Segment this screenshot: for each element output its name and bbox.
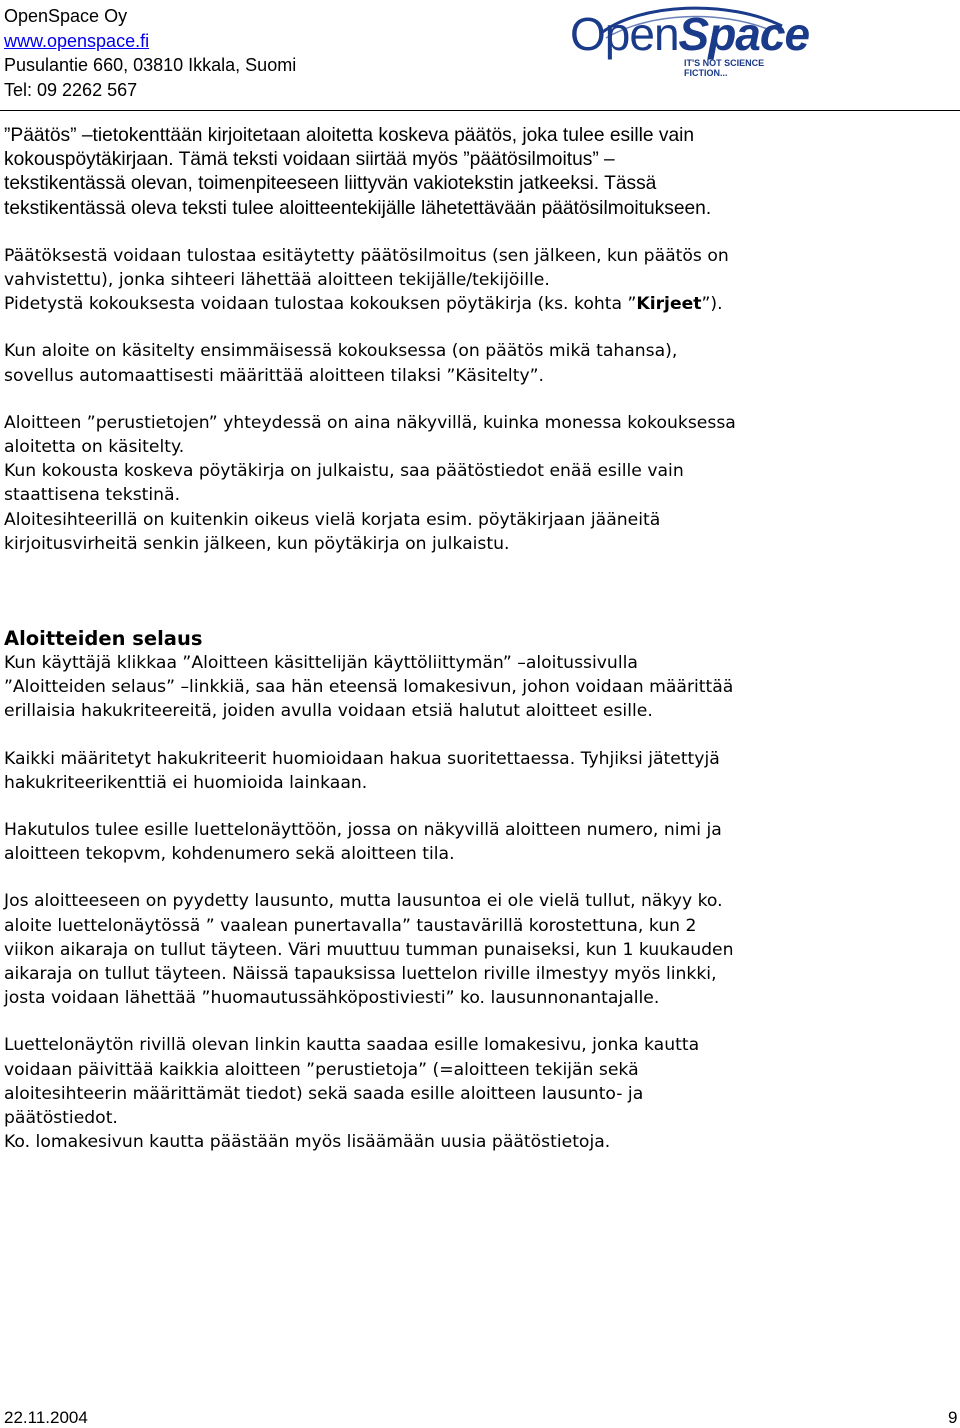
logo-tagline: IT'S NOT SCIENCE FICTION... — [684, 58, 765, 78]
page-number: 9 — [948, 1408, 958, 1427]
text-line: aloitetta on käsitelty. — [4, 437, 185, 458]
text-line: vahvistettu), jonka sihteeri lähettää aloitteen tekijälle/tekijöille. — [4, 270, 550, 291]
text-line: Aloitteen ”perustietojen” yhteydessä on aina näkyvillä, kuinka monessa kokouksessa — [4, 412, 736, 433]
text-line: Hakutulos tulee esille luettelonäyttöön, jossa on näkyvillä aloitteen numero, nimi ja — [4, 820, 722, 841]
text-line: viikon aikaraja on tullut täyteen. Väri muuttuu tumman punaiseksi, kun 1 kuukauden — [4, 939, 734, 960]
text-line: hakukriteerikenttiä ei huomioida lainkaan. — [4, 772, 368, 793]
text-line: aloite luettelonäytössä ” vaalean punertavalla” taustavärillä korostettuna, kun 2 — [4, 915, 697, 936]
text-line: Aloitesihteerillä on kuitenkin oikeus vielä korjata esim. pöytäkirjaan jääneitä — [4, 509, 661, 530]
openspace-logo — [570, 4, 810, 78]
text-line: tekstikentässä oleva teksti tulee aloitteentekijälle lähetettävään päätösilmoitukseen. — [4, 197, 712, 219]
text-line: aloitesihteerin määrittämät tiedot) sekä saada esille aloitteen lausunto- ja — [4, 1083, 644, 1104]
text-line: staattisena tekstinä. — [4, 485, 181, 506]
text-line: päätöstiedot. — [4, 1108, 118, 1129]
text-line: kokouspöytäkirjaan. Tämä teksti voidaan siirtää myös ”päätösilmoitus” – — [4, 149, 615, 171]
text-line: Kun käyttäjä klikkaa ”Aloitteen käsittelijän käyttöliittymän” –aloitussivulla — [4, 653, 638, 674]
text-line: aikaraja on tullut täyteen. Näissä tapauksissa luettelon riville ilmestyy myös linkki, — [4, 964, 717, 985]
logo-word-space: Space — [678, 8, 810, 60]
text-line: sovellus automaattisesti määrittää aloitteen tilaksi ”Käsitelty”. — [4, 365, 544, 386]
text-line: Luettelonäytön rivillä olevan linkin kautta saadaa esille lomakesivu, jonka kautta — [4, 1035, 700, 1056]
intro-paragraph — [4, 124, 954, 221]
company-info — [4, 4, 296, 102]
footer-date: 22.11.2004 — [4, 1408, 88, 1427]
text-line: Jos aloitteeseen on pyydetty lausunto, mutta lausuntoa ei ole vielä tullut, näkyy ko. — [4, 891, 723, 912]
section-heading: Aloitteiden selaus — [4, 627, 203, 651]
text-line — [4, 292, 954, 316]
logo-word-open: Open — [570, 8, 679, 60]
website-link[interactable]: www.openspace.fi — [4, 30, 150, 51]
text-line: erillaisia hakukriteereitä, joiden avulla voidaan etsiä halutut aloitteet esille. — [4, 701, 653, 722]
company-address: Pusulantie 660, 03810 Ikkala, Suomi — [4, 55, 297, 75]
text-line: aloitteen tekopvm, kohdenumero sekä aloitteen tila. — [4, 844, 455, 865]
text-line: Kun kokousta koskeva pöytäkirja on julkaistu, saa päätöstiedot enää esille vain — [4, 461, 684, 482]
page-header — [0, 0, 960, 111]
text-line: kirjoitusvirheitä senkin jälkeen, kun pöytäkirja on julkaistu. — [4, 533, 510, 554]
para2-pre: Pidetystä kokouksesta voidaan tulostaa kokouksen pöytäkirja (ks. kohta ” — [4, 294, 637, 315]
text-line: tekstikentässä olevan, toimenpiteeseen liittyvän vakiotekstin jatkeeksi. Tässä — [4, 173, 657, 195]
para2-post: ”). — [701, 294, 723, 315]
text-line: Kun aloite on käsitelty ensimmäisessä kokouksessa (on päätös mikä tahansa), — [4, 341, 678, 362]
text-line: Päätöksestä voidaan tulostaa esitäytetty päätösilmoitus (sen jälkeen, kun päätös on — [4, 245, 729, 266]
kirjeet-ref: Kirjeet — [636, 294, 702, 315]
text-line: josta voidaan lähettää ”huomautussähköpostiviesti” ko. lausunnonantajalle. — [4, 988, 660, 1009]
text-line: Ko. lomakesivun kautta päästään myös lisäämään uusia päätöstietoja. — [4, 1132, 611, 1153]
text-line: voidaan päivittää kaikkia aloitteen ”perustietoja” (=aloitteen tekijän sekä — [4, 1059, 639, 1080]
company-name: OpenSpace Oy — [4, 6, 128, 26]
text-line: ”Päätös” –tietokenttään kirjoitetaan aloitetta koskeva päätös, joka tulee esille vain — [4, 125, 695, 146]
text-line: Kaikki määritetyt hakukriteerit huomioidaan hakua suoritettaessa. Tyhjiksi jätettyjä — [4, 748, 720, 769]
document-body — [4, 124, 954, 1155]
company-phone: Tel: 09 2262 567 — [4, 79, 138, 100]
text-line: ”Aloitteiden selaus” –linkkiä, saa hän eteensä lomakesivun, johon voidaan määrittää — [4, 677, 734, 698]
